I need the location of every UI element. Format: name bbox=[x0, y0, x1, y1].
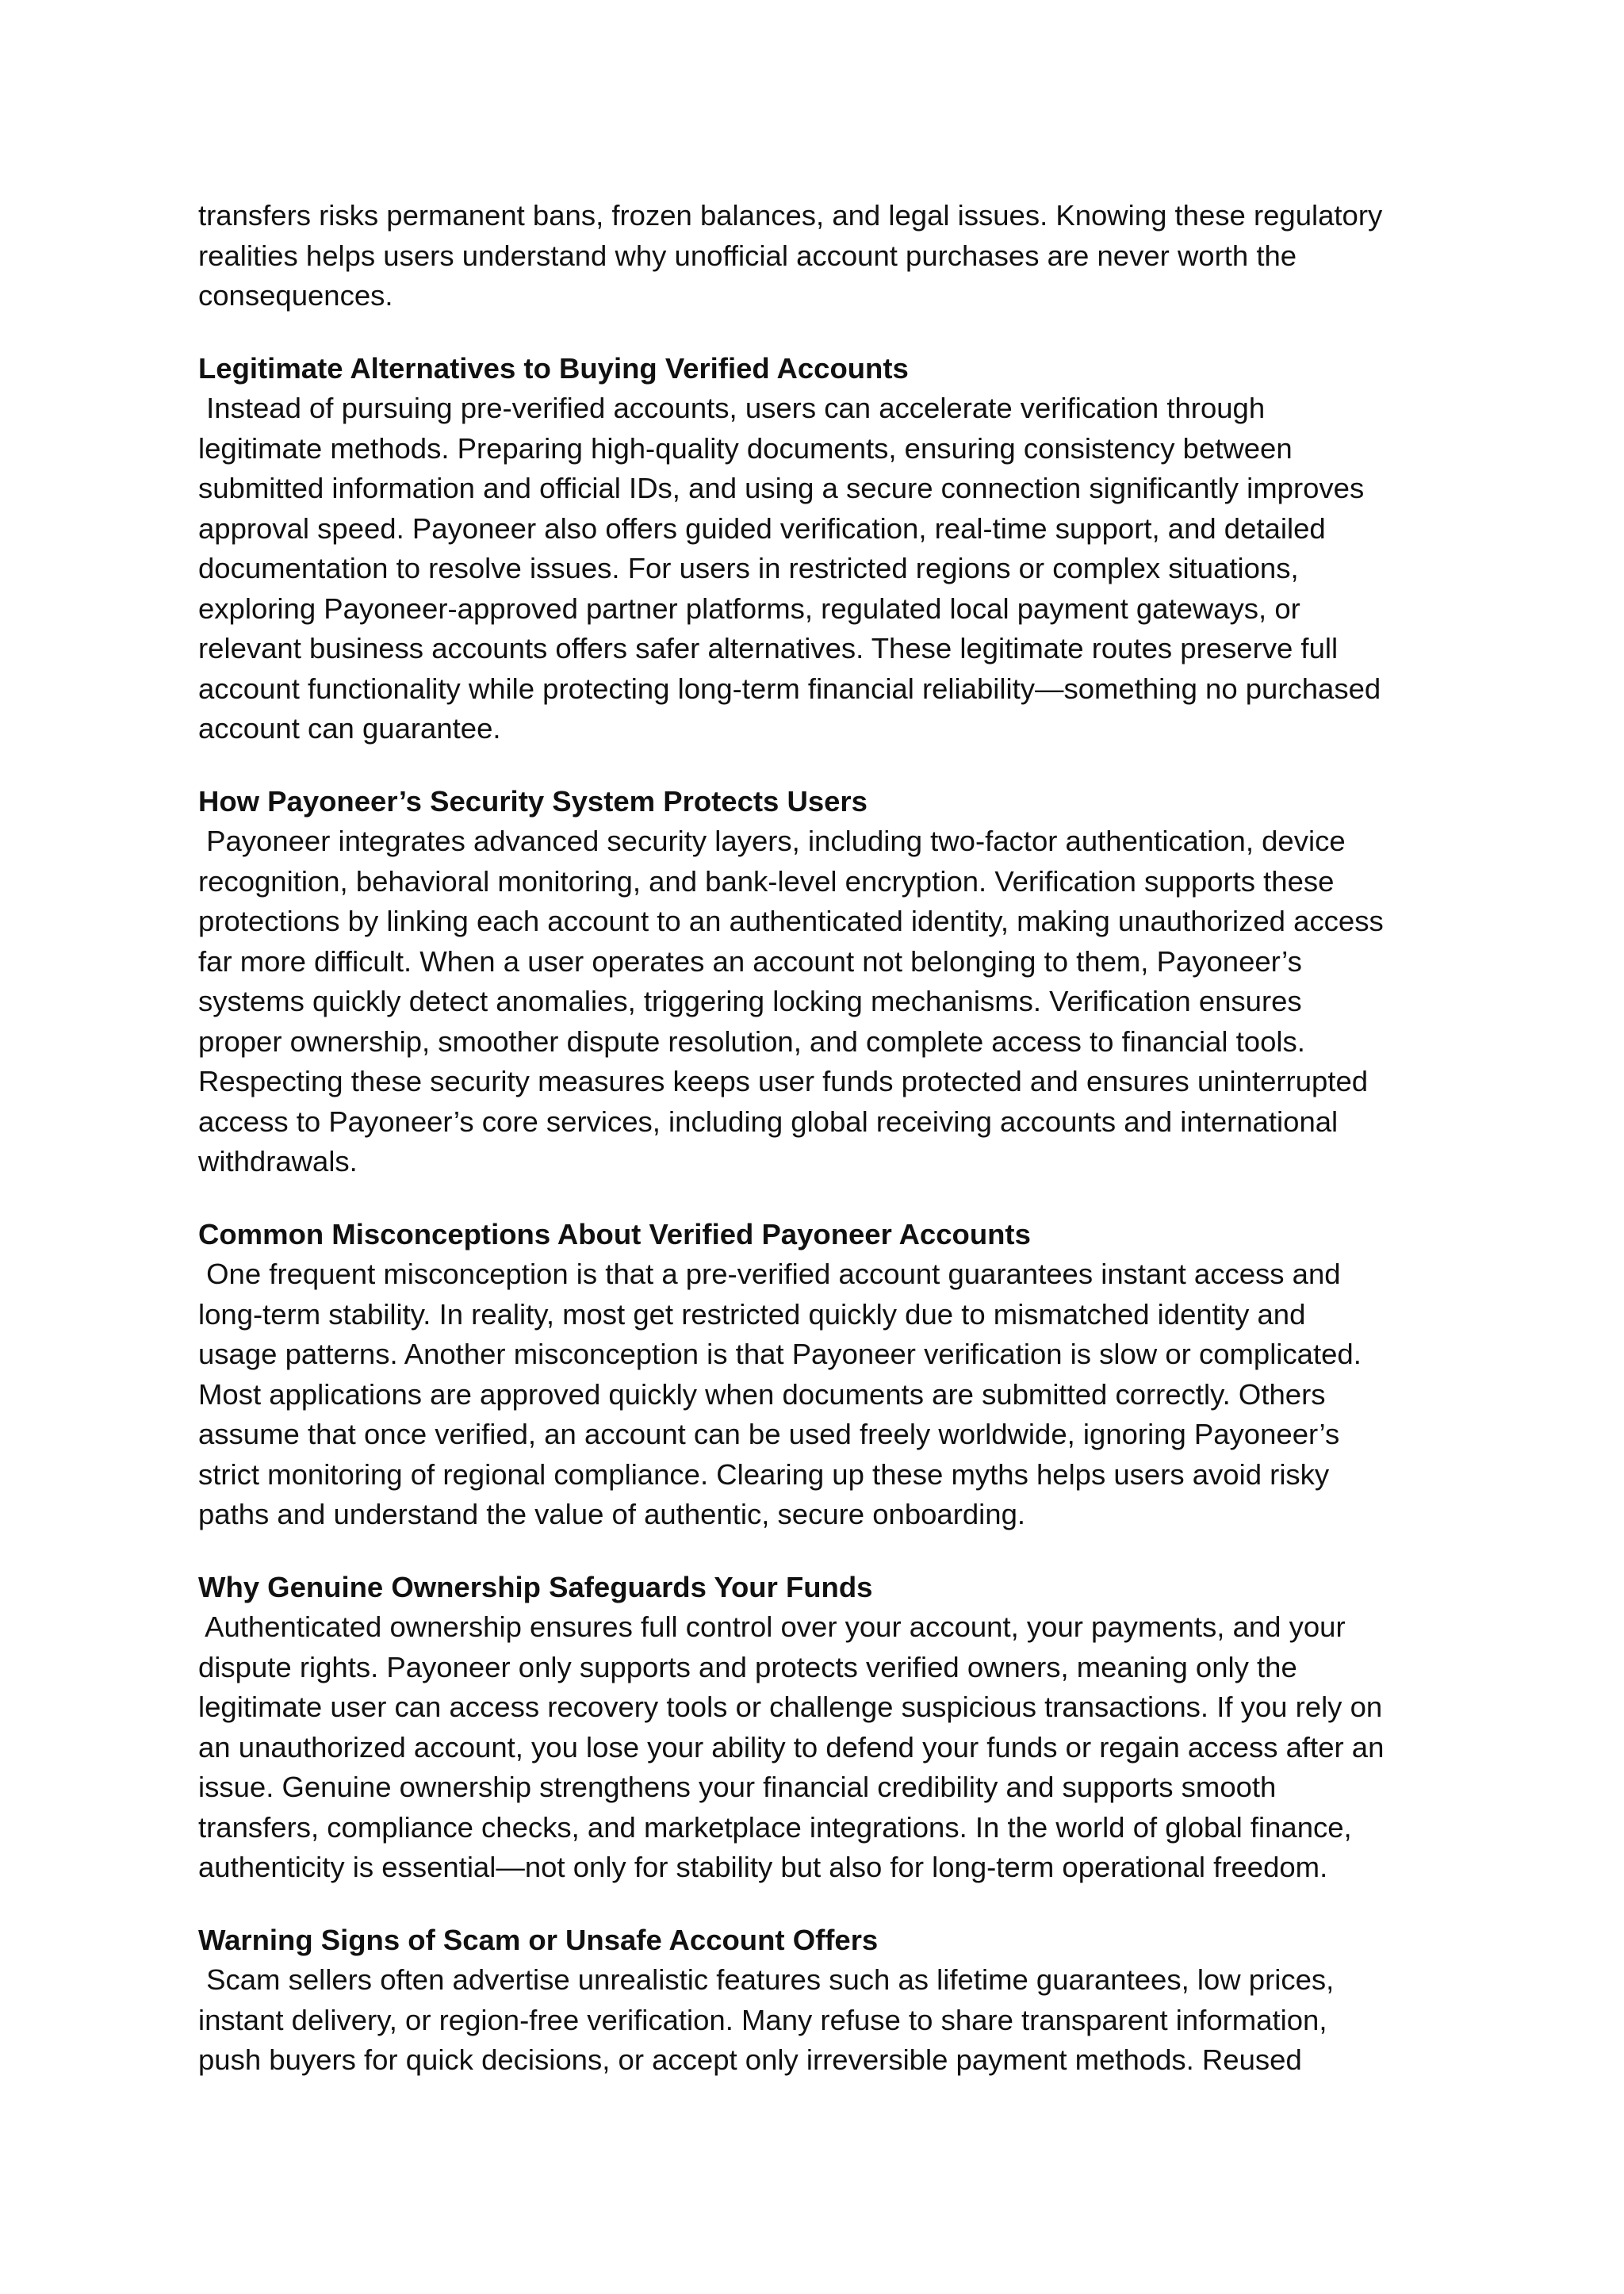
section-heading: Common Misconceptions About Verified Payoneer Accounts bbox=[198, 1217, 1031, 1250]
paragraph-line: access to Payoneer’s core services, including global receiving accounts and international bbox=[198, 1105, 1339, 1138]
section-heading: Legitimate Alternatives to Buying Verified Accounts bbox=[198, 351, 909, 385]
section-warning-signs bbox=[198, 1921, 1443, 2081]
section-legitimate-alternatives bbox=[198, 349, 1443, 749]
paragraph-line: recognition, behavioral monitoring, and bank-level encryption. Verification supports these bbox=[198, 864, 1335, 898]
paragraph-line: Scam sellers often advertise unrealistic features such as lifetime guarantees, low prices, bbox=[198, 1963, 1335, 1996]
paragraph-line: protections by linking each account to an authenticated identity, making unauthorized access bbox=[198, 905, 1384, 937]
paragraph-line: transfers, compliance checks, and marketplace integrations. In the world of global finance, bbox=[198, 1810, 1352, 1844]
paragraph-line: long-term stability. In reality, most get restricted quickly due to mismatched identity and bbox=[198, 1297, 1306, 1331]
paragraph-line: authenticity is essential—not only for stability but also for long-term operational freedom. bbox=[198, 1851, 1328, 1883]
paragraph-line: issue. Genuine ownership strengthens your financial credibility and supports smooth bbox=[198, 1771, 1277, 1803]
document-page bbox=[198, 196, 1443, 2081]
paragraph-line: assume that once verified, an account can be used freely worldwide, ignoring Payoneer’s bbox=[198, 1418, 1340, 1450]
paragraph-line: usage patterns. Another misconception is that Payoneer verification is slow or complicated. bbox=[198, 1338, 1362, 1370]
paragraph-line: an unauthorized account, you lose your ability to defend your funds or regain access after an bbox=[198, 1730, 1385, 1764]
paragraph-line: realities helps users understand why unofficial account purchases are never worth the bbox=[198, 239, 1297, 272]
section-heading: Why Genuine Ownership Safeguards Your Funds bbox=[198, 1570, 873, 1603]
section-paragraph bbox=[198, 1607, 1443, 1888]
paragraph-line: Authenticated ownership ensures full control over your account, your payments, and your bbox=[198, 1610, 1346, 1643]
paragraph-line: far more difficult. When a user operates an account not belonging to them, Payoneer’s bbox=[198, 944, 1302, 978]
paragraph-line: relevant business accounts offers safer alternatives. These legitimate routes preserve full bbox=[198, 632, 1339, 664]
paragraph-line: withdrawals. bbox=[198, 1145, 358, 1178]
paragraph-line: paths and understand the value of authentic, secure onboarding. bbox=[198, 1498, 1026, 1530]
paragraph-line: Respecting these security measures keeps user funds protected and ensures uninterrupted bbox=[198, 1065, 1369, 1097]
paragraph-line: One frequent misconception is that a pre-verified account guarantees instant access and bbox=[198, 1258, 1341, 1290]
section-paragraph bbox=[198, 389, 1443, 749]
section-paragraph bbox=[198, 1254, 1443, 1535]
section-heading: Warning Signs of Scam or Unsafe Account Offers bbox=[198, 1923, 879, 1956]
paragraph-line: strict monitoring of regional compliance. Clearing up these myths helps users avoid risky bbox=[198, 1457, 1330, 1491]
section-security-system bbox=[198, 782, 1443, 1182]
paragraph-line: Most applications are approved quickly when documents are submitted correctly. Others bbox=[198, 1377, 1326, 1411]
paragraph-line: instant delivery, or region-free verification. Many refuse to share transparent information, bbox=[198, 2003, 1327, 2036]
paragraph-line: legitimate user can access recovery tools or challenge suspicious transactions. If you rely on bbox=[198, 1691, 1383, 1723]
paragraph-line: approval speed. Payoneer also offers guided verification, real-time support, and detailed bbox=[198, 511, 1326, 545]
paragraph-line: Instead of pursuing pre-verified accounts, users can accelerate verification through bbox=[198, 392, 1266, 424]
paragraph-line: exploring Payoneer-approved partner platforms, regulated local payment gateways, or bbox=[198, 592, 1300, 625]
section-paragraph bbox=[198, 1960, 1443, 2081]
paragraph-line: dispute rights. Payoneer only supports and protects verified owners, meaning only the bbox=[198, 1650, 1297, 1683]
paragraph-line: push buyers for quick decisions, or accept only irreversible payment methods. Reused bbox=[198, 2043, 1302, 2076]
paragraph-line: account can guarantee. bbox=[198, 712, 501, 745]
paragraph-line: consequences. bbox=[198, 279, 393, 312]
paragraph-line: proper ownership, smoother dispute resolution, and complete access to financial tools. bbox=[198, 1024, 1305, 1058]
paragraph-line: transfers risks permanent bans, frozen balances, and legal issues. Knowing these regulatory bbox=[198, 199, 1383, 232]
paragraph-line: submitted information and official IDs, and using a secure connection significantly improves bbox=[198, 472, 1365, 504]
paragraph-line: legitimate methods. Preparing high-quality documents, ensuring consistency between bbox=[198, 431, 1293, 465]
section-heading: How Payoneer’s Security System Protects Users bbox=[198, 784, 868, 818]
intro-paragraph bbox=[198, 196, 1443, 316]
section-misconceptions bbox=[198, 1215, 1443, 1535]
paragraph-line: systems quickly detect anomalies, triggering locking mechanisms. Verification ensures bbox=[198, 985, 1302, 1017]
section-genuine-ownership bbox=[198, 1568, 1443, 1888]
paragraph-line: documentation to resolve issues. For users in restricted regions or complex situations, bbox=[198, 552, 1299, 584]
section-paragraph bbox=[198, 821, 1443, 1182]
paragraph-line: account functionality while protecting long-term financial reliability—something no purchased bbox=[198, 672, 1381, 705]
paragraph-line: Payoneer integrates advanced security layers, including two-factor authentication, device bbox=[198, 825, 1346, 857]
